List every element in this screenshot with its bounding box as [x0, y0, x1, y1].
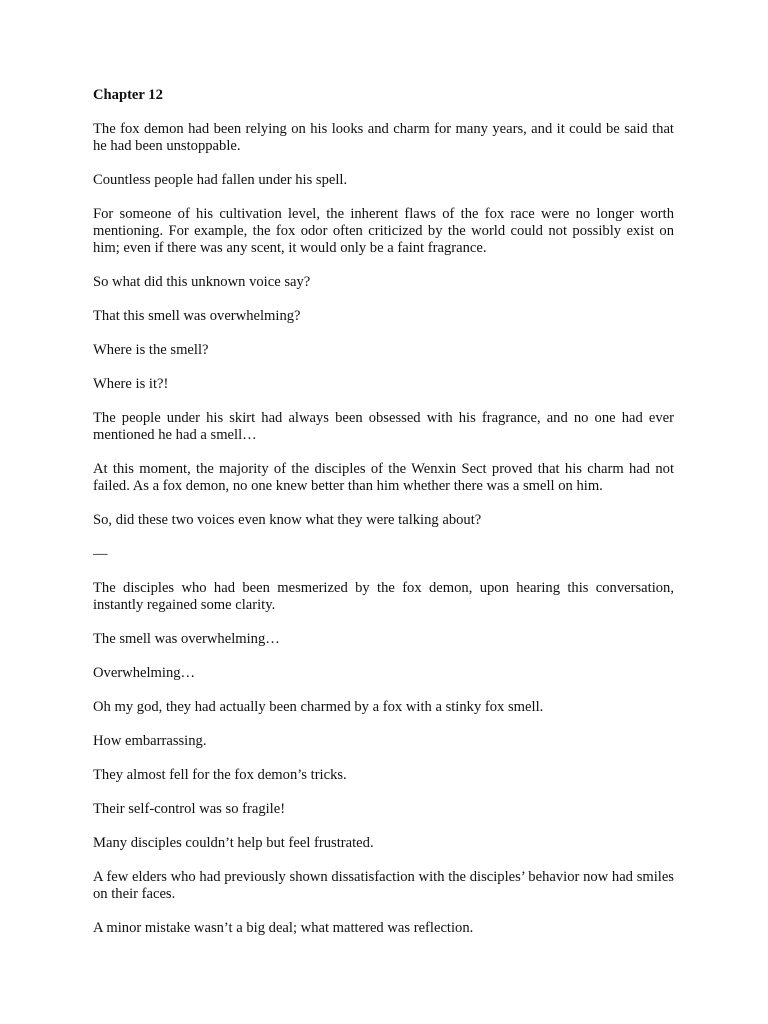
paragraph: Where is it?! — [93, 376, 169, 392]
document-page — [93, 86, 674, 954]
paragraph: A few elders who had previously shown dissatisfaction with the disciples’ behavior now had smiles on their faces. — [93, 869, 674, 902]
paragraph: Where is the smell? — [93, 342, 209, 358]
scene-break: — — [93, 546, 108, 562]
paragraph: So what did this unknown voice say? — [93, 274, 311, 290]
paragraph: The disciples who had been mesmerized by the fox demon, upon hearing this conversation, instantly regained some clarity. — [93, 580, 674, 613]
paragraph: The fox demon had been relying on his looks and charm for many years, and it could be said that he had been unstoppable. — [93, 121, 674, 154]
paragraph: Their self-control was so fragile! — [93, 801, 286, 817]
paragraph: The smell was overwhelming… — [93, 631, 280, 647]
paragraph: The people under his skirt had always been obsessed with his fragrance, and no one had ever mentioned he had a smell… — [93, 410, 674, 443]
paragraph: Overwhelming… — [93, 665, 196, 681]
paragraph: At this moment, the majority of the disciples of the Wenxin Sect proved that his charm had not failed. As a fox demon, no one knew better than him whether there was a smell on him. — [93, 461, 674, 494]
paragraph: So, did these two voices even know what they were talking about? — [93, 512, 482, 528]
paragraph: Countless people had fallen under his spell. — [93, 172, 348, 188]
paragraph: They almost fell for the fox demon’s tricks. — [93, 767, 347, 783]
paragraph: How embarrassing. — [93, 733, 207, 749]
chapter-title: Chapter 12 — [93, 87, 163, 103]
paragraph: That this smell was overwhelming? — [93, 308, 301, 324]
paragraph: Many disciples couldn’t help but feel frustrated. — [93, 835, 374, 851]
paragraph: A minor mistake wasn’t a big deal; what mattered was reflection. — [93, 920, 474, 936]
paragraph: Oh my god, they had actually been charmed by a fox with a stinky fox smell. — [93, 699, 544, 715]
paragraph: For someone of his cultivation level, the inherent flaws of the fox race were no longer worth mentioning. For example, the fox odor often criticized by the world could not possibly exist on him; even if there was any scent, it would only be a faint fragrance. — [93, 206, 674, 256]
